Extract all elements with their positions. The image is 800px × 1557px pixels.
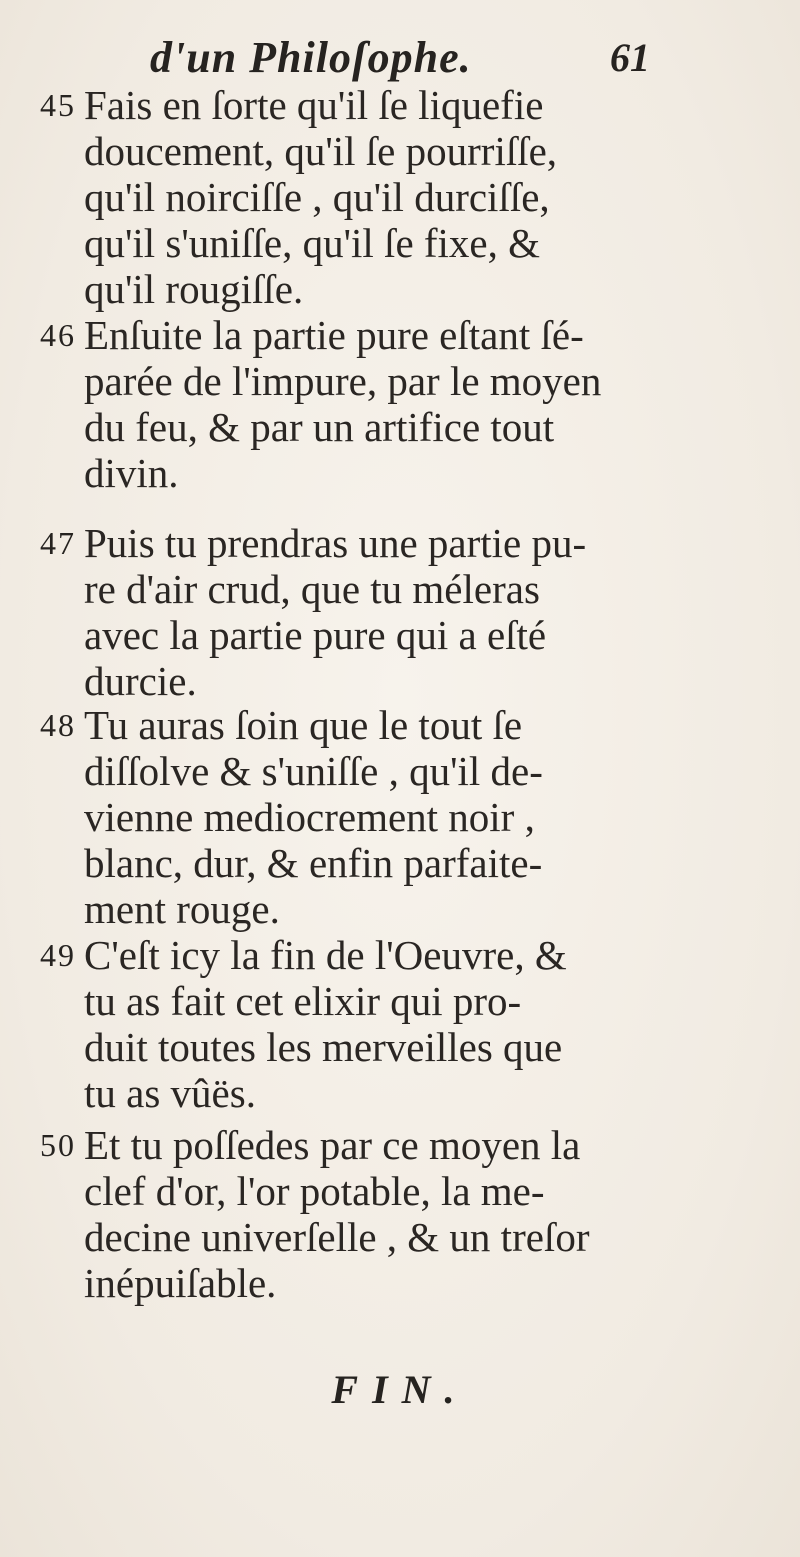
text-line: C'eſt icy la fin de l'Oeuvre, & xyxy=(84,932,567,978)
text-line: decine univerſelle , & un treſor xyxy=(84,1214,590,1260)
text-line: qu'il s'uniſſe, qu'il ſe fixe, & xyxy=(84,220,541,266)
text-line: parée de l'impure, par le moyen xyxy=(84,358,602,404)
text-line: Tu auras ſoin que le tout ſe xyxy=(84,702,523,748)
text-line: blanc, dur, & enfin parfaite- xyxy=(84,840,543,886)
text-line: Et tu poſſedes par ce moyen la xyxy=(84,1122,581,1168)
text-line: vienne mediocrement noir , xyxy=(84,794,535,840)
text-line: duit toutes les merveilles que xyxy=(84,1024,563,1070)
text-line: clef d'or, l'or potable, la me- xyxy=(84,1168,545,1214)
text-line: du feu, & par un artifice tout xyxy=(84,404,555,450)
text-line: durcie. xyxy=(84,658,197,704)
running-title: d'un Philoſophe. xyxy=(150,33,472,82)
text-line: qu'il rougiſſe. xyxy=(84,266,304,312)
text-line: qu'il noirciſſe , qu'il durciſſe, xyxy=(84,174,550,220)
text-line: diſſolve & s'uniſſe , qu'il de- xyxy=(84,748,543,794)
page-number: 61 xyxy=(610,35,650,80)
text-line: Enſuite la partie pure eſtant ſé- xyxy=(84,312,584,358)
aphorism-number: 45 xyxy=(40,87,76,123)
aphorism-number: 48 xyxy=(40,707,76,743)
aphorism-number: 50 xyxy=(40,1127,76,1163)
aphorism-number: 46 xyxy=(40,317,76,353)
text-line: re d'air crud, que tu méleras xyxy=(84,566,540,612)
page-header xyxy=(150,30,650,86)
aphorism-number: 47 xyxy=(40,525,76,561)
text-line: inépuiſable. xyxy=(84,1260,277,1306)
text-line: tu as vûës. xyxy=(84,1070,256,1116)
text-line: doucement, qu'il ſe pourriſſe, xyxy=(84,128,558,174)
text-line: ment rouge. xyxy=(84,886,280,932)
text-line: Fais en ſorte qu'il ſe liquefie xyxy=(84,82,544,128)
text-line: divin. xyxy=(84,450,179,496)
text-line: Puis tu prendras une partie pu- xyxy=(84,520,587,566)
text-line: tu as fait cet elixir qui pro- xyxy=(84,978,522,1024)
aphorism-number: 49 xyxy=(40,937,76,973)
text-line: avec la partie pure qui a eſté xyxy=(84,612,547,658)
fin-colophon: FIN. xyxy=(331,1367,469,1412)
